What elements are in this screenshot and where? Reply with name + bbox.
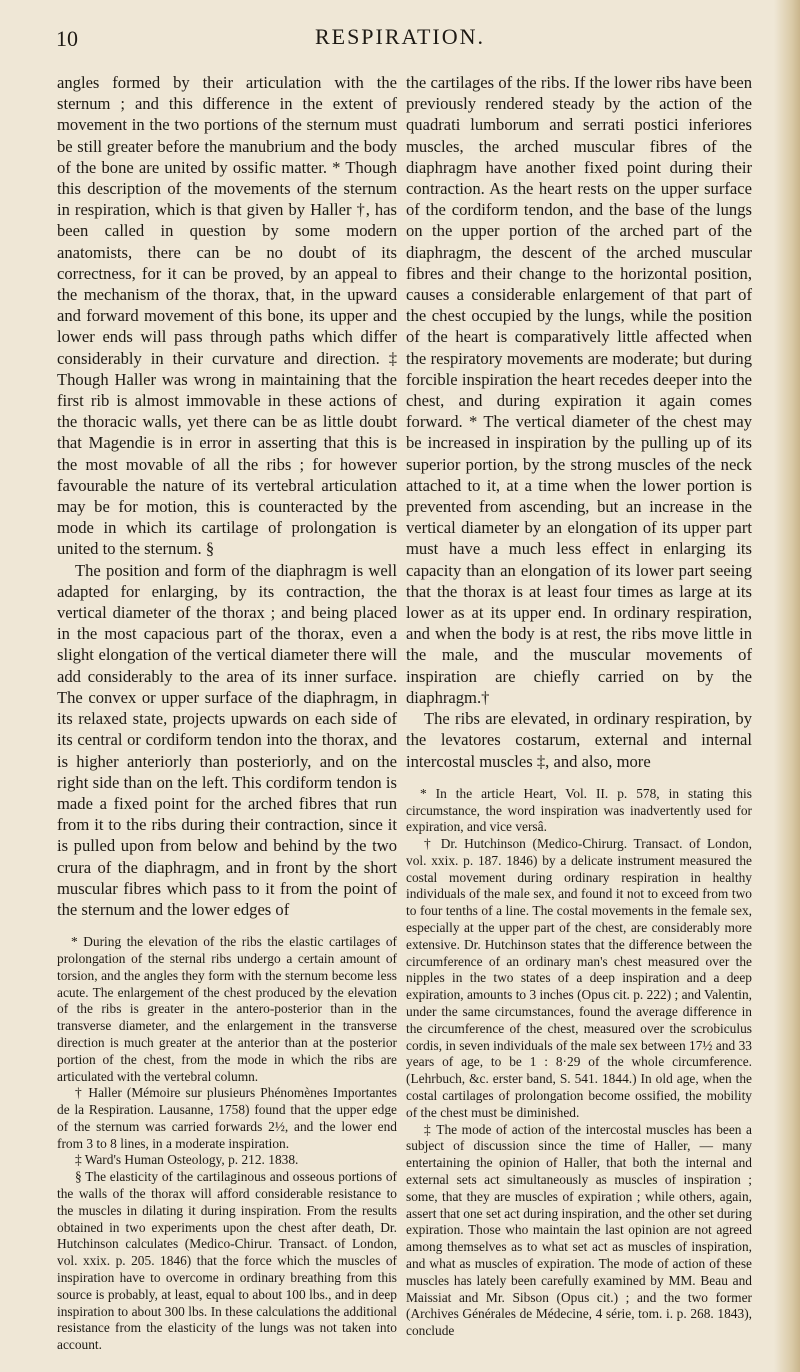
footnote: § The elasticity of the cartilaginous and osseous portions of the walls of the thorax will afford considerable resistance to the muscles in dilating it during inspiration. From the results obtained in two experiments upon the chest after death, Dr. Hutchinson calculates (Medico-Chirur. Transact. of London, vol. xxix. p. 205. 1846) that the force which the muscles of inspiration have to overcome in ordinary breathing from this source is probably, at least, equal to about 100 lbs., and in deep inspiration to about 300 lbs. In these calculations the additional resistance from the elasticity of the lungs was not taken into account. [57, 1169, 397, 1353]
footnote: † Haller (Mémoire sur plusieurs Phénomènes Importantes de la Respiration. Lausanne, 1758) found that the upper edge of the sternum was carried forwards 2½, and the lower end from 3 to 8 lines, in a moderate inspiration. [57, 1085, 397, 1151]
page-header [0, 22, 800, 56]
page-edge-shadow [774, 0, 800, 1372]
footnote: ‡ The mode of action of the intercostal muscles has been a subject of discussion since the time of Haller, — many entertaining the opinion of Haller, that both the internal and external sets act simultaneously as muscles of inspiration ; some, that they are muscles of expiration ; while others, again, assert that one set act during inspiration, and the other set during expiration. Those who maintain the last opinion are not agreed among themselves as to what set act as muscles of inspiration, and what as muscles of expiration. The mode of action of these muscles has lately been carefully examined by MM. Beau and Maissiat and Mr. Sibson (Opus cit.) ; and the two former (Archives Générales de Médecine, 4 série, tom. i. p. 268. 1843), conclude [406, 1121, 752, 1339]
page-number: 10 [56, 26, 78, 51]
body-paragraph: The position and form of the diaphragm is well adapted for enlarging, by its contraction, the vertical diameter of the thorax ; and being placed in the most capacious part of the thorax, even a slight elongation of the vertical diameter there will add considerably to the area of its inner surface. The convex or upper surface of the diaphragm, in its relaxed state, projects upwards on each side of its central or cordiform tendon into the thorax, and is higher anteriorly than posteriorly, and on the right side than on the left. This cordiform tendon is made a fixed point for the arched fibres that run from it to the ribs during their contraction, since it is pulled upon from below and behind by the two crura of the diaphragm, and in front by the short muscular fibres which pass to it from the point of the sternum and the lower edges of [57, 560, 397, 919]
body-paragraph: The ribs are elevated, in ordinary respiration, by the levatores costarum, external and internal intercostal muscles ‡, and also, more [406, 709, 752, 771]
right-column [406, 72, 752, 1340]
footnote: † Dr. Hutchinson (Medico-Chirurg. Transact. of London, vol. xxix. p. 187. 1846) by a delicate instrument measured the costal movement during ordinary respiration in healthy individuals of the male sex, and found it not to exceed from two to four tenths of a line. The costal movements in the female sex, especially at the upper part of the chest, are considerably more extensive. Dr. Hutchinson states that the difference between the circumference of an ordinary man's chest measured over the nipples in the two states of a deep inspiration and a deep expiration, amounts to 3 inches (Opus cit. p. 222) ; and Valentin, under the same circumstances, found the average difference in the circumference of the chest, measured over the scrobiculus cordis, in seven individuals of the male sex between 17½ and 33 years of age, to be 1 : 8·29 of the whole circumference. (Lehrbuch, &c. erster band, S. 541. 1844.) In old age, when the costal cartilages of prolongation become ossified, the mobility of the chest must be diminished. [406, 836, 752, 1120]
footnote: * In the article Heart, Vol. II. p. 578, in stating this circumstance, the word inspiration was inadvertently used for expiration, and vice versâ. [406, 785, 752, 835]
footnotes [57, 934, 397, 1354]
body-paragraph: the cartilages of the ribs. If the lower ribs have been previously rendered steady by the action of the quadrati lumborum and serrati postici inferiores muscles, the arched muscular fibres of the diaphragm have another fixed point during their contraction. As the heart rests on the upper surface of the cordiform tendon, and the base of the lungs on the upper portion of the arched part of the diaphragm, the descent of the arched muscular fibres and their change to the horizontal position, causes a considerable enlargement of that part of the chest occupied by the lungs, while the position of the heart is comparatively little affected when the respiratory movements are moderate; but during forcible inspiration the heart recedes deeper into the chest, and during expiration it again comes forward. * The vertical diameter of the chest may be increased in inspiration by the pulling up of its superior portion, by the strong muscles of the neck attached to it, at a time when the lower portion is prevented from ascending, but an increase in the vertical diameter by an elongation of its upper part must have a much less effect in enlarging its capacity than an elongation of its lower part seeing that the thorax is at least four times as large at its lower as at its upper end. In ordinary respiration, and when the body is at rest, the ribs move little in the male, and the muscular movements of inspiration are chiefly carried on by the diaphragm.† [406, 73, 752, 707]
running-head: RESPIRATION. [314, 24, 486, 49]
footnote: * During the elevation of the ribs the elastic cartilages of prolongation of the sternal ribs undergo a certain amount of torsion, and the angles they form with the sternum become less acute. The enlargement of the chest produced by the elevation of the ribs is greater in the antero-posterior than in the transverse diameter, and the enlargement in the transverse direction is much greater at the anterior than at the posterior portion of the chest, from the mode in which the ribs are articulated with the vertebral column. [57, 934, 397, 1084]
footnote: ‡ Ward's Human Osteology, p. 212. 1838. [75, 1152, 299, 1168]
left-column [57, 72, 397, 1354]
footnotes [406, 786, 752, 1340]
body-paragraph: angles formed by their articulation with the sternum ; and this difference in the extent of movement in the two portions of the sternum must be still greater before the manubrium and the body of the bone are united by ossific matter. * Though this description of the movements of the sternum in respiration, which is that given by Haller †, has been called in question by some modern anatomists, there can be no doubt of its correctness, for it can be proved, by an appeal to the mechanism of the thorax, that, in the upward and forward movement of this bone, its upper and lower ends will pass through paths which differ considerably in their curvature and direction. ‡ Though Haller was wrong in maintaining that the first rib is almost immovable in these actions of the thoracic walls, yet there can be as little doubt that Magendie is in error in asserting that this is the most movable of all the ribs ; for however favourable the nature of its vertebral articulation may be for motion, this is counteracted by the mode in which its cartilage of prolongation is united to the sternum. § [57, 73, 397, 559]
